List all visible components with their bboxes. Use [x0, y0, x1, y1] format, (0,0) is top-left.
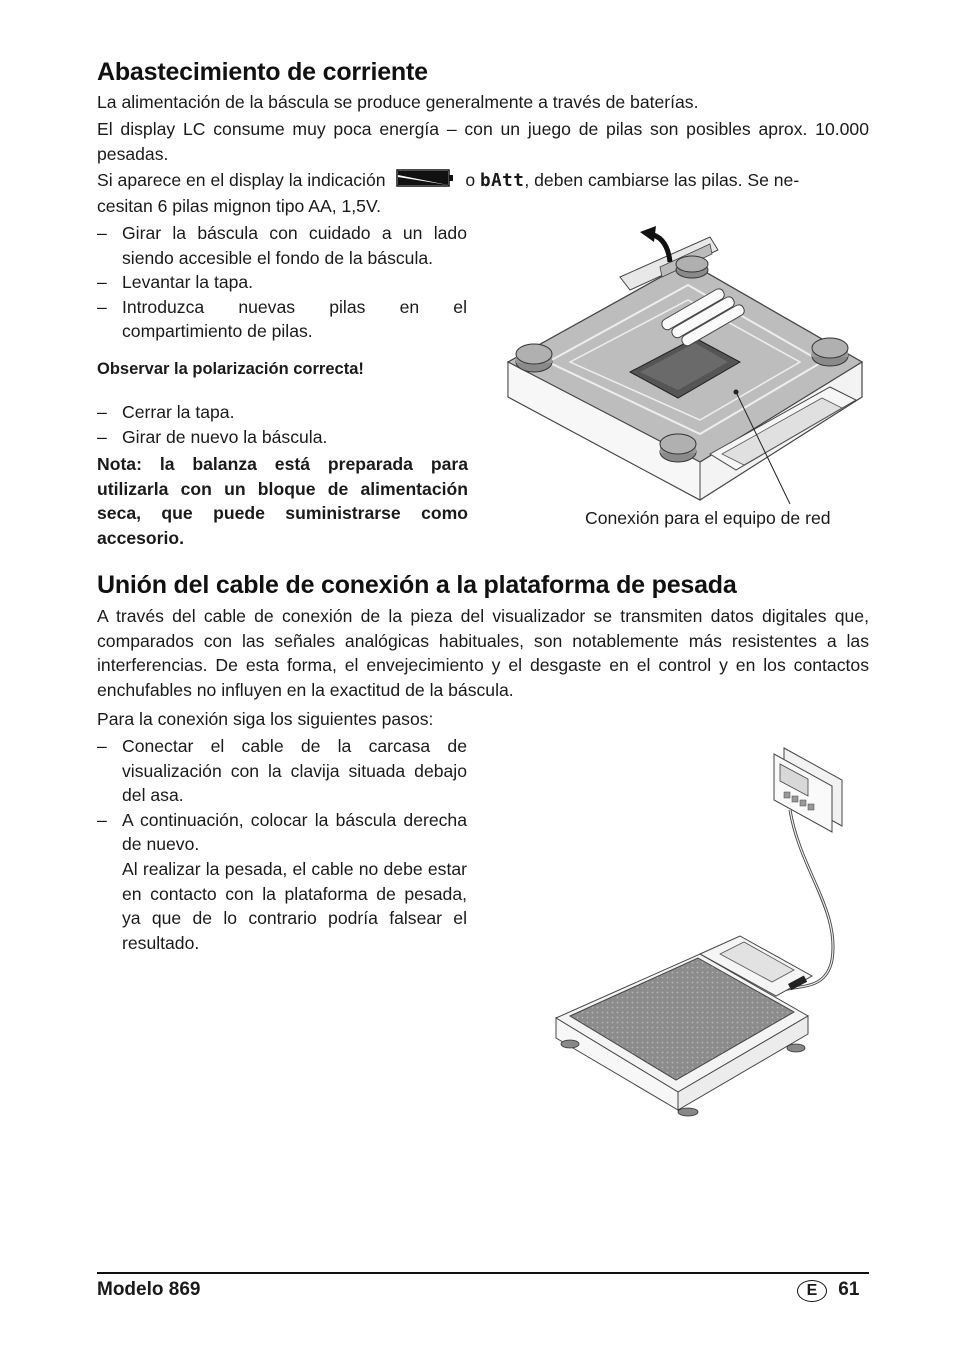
battery-indicator-text-3: cesitan 6 pilas mignon tipo AA, 1,5V.: [97, 195, 381, 216]
battery-low-icon: [396, 169, 454, 194]
footer-rule: [97, 1272, 869, 1274]
figure-caption-power-connection: Conexión para el equipo de red: [585, 508, 831, 528]
list-item: – Levantar la tapa.: [97, 270, 467, 295]
polarity-warning: Observar la polarización correcta!: [97, 360, 364, 378]
list-item: – Conectar el cable de la carcasa de visualización con la clavija situada debajo del asa.: [97, 734, 467, 808]
list-item: – Girar la báscula con cuidado a un lado siendo accesible el fondo de la báscula.: [97, 221, 467, 270]
battery-indicator-text-2: , deben cambiarse las pilas. Se ne-: [524, 170, 800, 190]
paragraph-battery-indicator: [97, 168, 869, 218]
section-title-power-supply: Abastecimiento de corriente: [97, 58, 428, 86]
language-badge: E: [797, 1280, 827, 1302]
footer-model: Modelo 869: [97, 1279, 201, 1300]
list-item: – A continuación, colocar la báscula derecha de nuevo.: [97, 808, 467, 857]
list-item: – Cerrar la tapa.: [97, 400, 467, 425]
paragraph-lcd-consumption: El display LC consume muy poca energía – con un juego de pilas son posibles aprox. 10.000 pesadas.: [97, 119, 869, 164]
steps-list-1: [97, 221, 467, 344]
list-item: – Introduzca nuevas pilas en el compartimiento de pilas.: [97, 295, 467, 344]
paragraph-power-intro: La alimentación de la báscula se produce generalmente a través de baterías.: [97, 92, 699, 112]
list-item: – Girar de nuevo la báscula.: [97, 425, 467, 450]
paragraph-cable-digital: A través del cable de conexión de la pieza del visualizador se transmiten datos digitales que, comparados con las señales analógicas habituales, son notablemente más resistentes a las interferencias. De esta forma, el envejecimiento y el desgaste en el control y en los contactos enchufables no influyen en la exactitud de la báscula.: [97, 606, 869, 700]
steps-list-2: [97, 400, 467, 449]
list-item-note: Al realizar la pesada, el cable no debe estar en contacto con la plataforma de pesada, ya que de lo contrario podría falsear el resultado.: [122, 858, 467, 953]
page-number: 61: [838, 1279, 860, 1300]
battery-indicator-text: Si aparece en el display la indicación: [97, 170, 386, 190]
footer-page-info: [797, 1278, 859, 1303]
batt-lcd-text: bAtt: [480, 171, 525, 191]
paragraph-connection-steps-intro: Para la conexión siga los siguientes pasos:: [97, 709, 434, 729]
section-title-cable-connection: Unión del cable de conexión a la plataforma de pesada: [97, 571, 737, 599]
or-text: o: [465, 170, 476, 190]
note-power-adapter: Nota: la balanza está preparada para utilizarla con un bloque de alimentación seca, que puede suministrarse como accesorio.: [97, 454, 468, 548]
steps-list-3: [97, 734, 467, 955]
figure-scale-battery-compartment: [500, 222, 870, 512]
figure-scale-with-display: [550, 740, 870, 1120]
